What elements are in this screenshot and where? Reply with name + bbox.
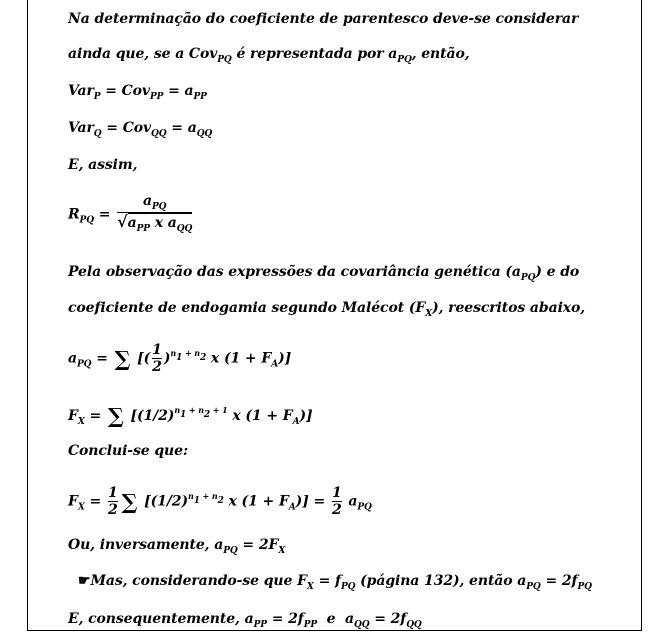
pointing-hand-icon: ☛	[78, 573, 91, 589]
equation-var-p: $Var_P = Cov_{PP} = a_{PP}$	[68, 83, 207, 102]
text-line-1: Na determinação do coeficiente de parentesco deve-se considerar	[68, 11, 579, 27]
equation-f-x: $F_X$ = ∑ [$(1/2)^{n_1 + n_2 + 1}$ x $(1 + F_A)$]	[68, 403, 313, 428]
text-line-2: ainda que, se a Cov$_{PQ}$ é representada por $a_{PQ}$, então,	[68, 46, 470, 65]
equation-f-x-half: $F_X$ = $\frac{1}{2}$ ∑ [$(1/2)^{n_1 + n_2}$ x $(1 + F_A)$] = $\frac{1}{2}$ $a_{PQ}$	[68, 485, 372, 518]
text-ou-inversamente: Ou, inversamente, $a_{PQ} = 2F_X$	[68, 537, 286, 556]
fraction-r-pq: $\frac{a_{PQ}}{√a_{PP} x a_{QQ}}$	[117, 193, 193, 235]
equation-r-pq: $R_{PQ}$ = $\frac{a_{PQ}}{√a_{PP} x a_{QQ}}$	[68, 193, 193, 235]
text-conclui: Conclui-se que:	[68, 443, 189, 459]
equation-var-q: $Var_Q = Cov_{QQ} = a_{QQ}$	[68, 120, 213, 139]
text-pela-observacao: Pela observação das expressões da covariância genética $(a_{PQ})$ e do	[68, 264, 580, 283]
text-mas-considerando: ☛Mas, considerando-se que $F_X = f_{PQ}$ (página 132), então $a_{PQ} = 2f_{PQ}$	[78, 573, 592, 592]
page-frame	[27, 0, 642, 631]
text-e-assim: E, assim,	[68, 157, 138, 173]
equation-a-pq: $a_{PQ}$ = ∑ [( $\frac{1}{2}$ )$^{n_1 + n_2}$ x $(1 + F_A)$]	[68, 342, 292, 375]
text-coeficiente-endogamia: coeficiente de endogamia segundo Malécot $(F_X)$, reescritos abaixo,	[68, 300, 586, 319]
text-e-consequentemente: E, consequentemente, $a_{PP} = 2f_{PP}$ e $a_{QQ} = 2f_{QQ}$	[68, 611, 422, 630]
